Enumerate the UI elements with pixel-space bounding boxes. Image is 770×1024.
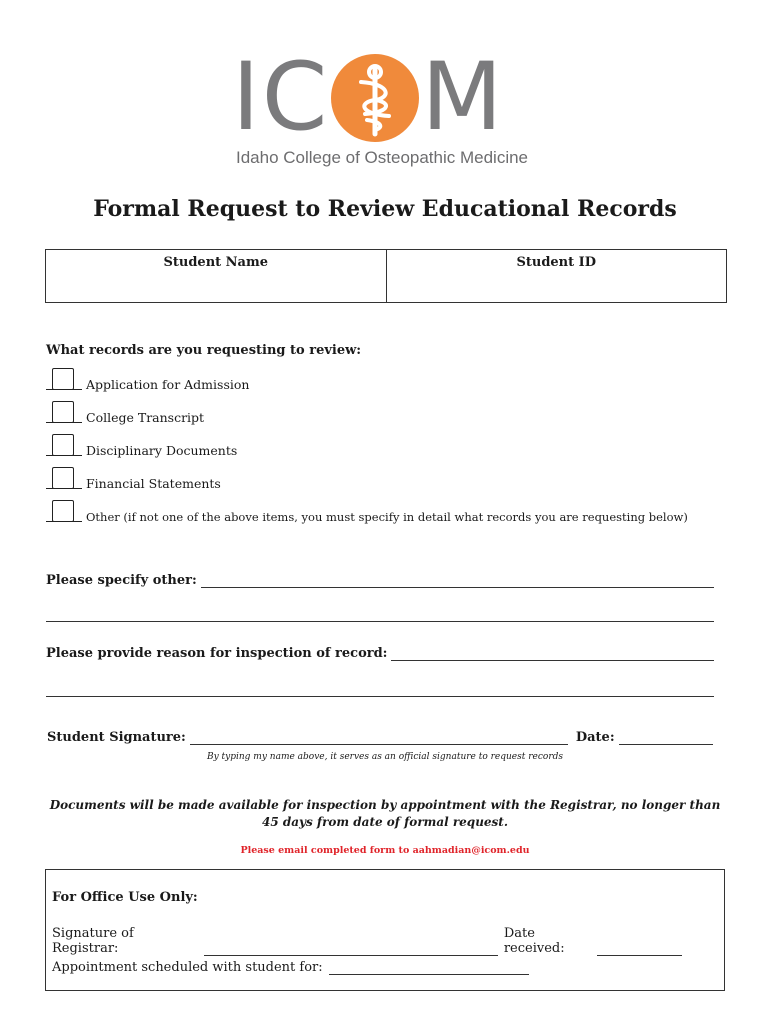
option-label: College Transcript bbox=[86, 410, 205, 425]
signature-row bbox=[47, 730, 713, 745]
student-info-table bbox=[45, 249, 727, 303]
signature-note: By typing my name above, it serves as an official signature to request records bbox=[206, 752, 563, 762]
registrar-signature-input[interactable] bbox=[204, 941, 498, 956]
date-input[interactable] bbox=[619, 730, 713, 745]
reason-input[interactable] bbox=[391, 646, 714, 661]
application-checkbox[interactable] bbox=[52, 368, 74, 390]
transcript-checkbox[interactable] bbox=[52, 401, 74, 423]
specify-other-input-line2[interactable] bbox=[46, 607, 714, 622]
option-label: Application for Admission bbox=[86, 377, 250, 392]
student-signature-label: Student Signature: bbox=[47, 730, 186, 745]
specify-other-row bbox=[46, 573, 714, 588]
logo-letter-i: I bbox=[232, 43, 262, 152]
logo-letter-c: C bbox=[261, 43, 330, 152]
specify-other-label: Please specify other: bbox=[46, 573, 197, 588]
registrar-signature-label: Signature of Registrar: bbox=[52, 926, 134, 956]
reason-row bbox=[46, 646, 714, 661]
option-transcript bbox=[46, 397, 204, 423]
option-label: Other (if not one of the above items, you must specify in detail what records you are requesting below) bbox=[86, 510, 688, 524]
student-name-label: Student Name bbox=[163, 255, 269, 270]
office-use-box bbox=[45, 869, 725, 991]
student-signature-input[interactable] bbox=[190, 730, 568, 745]
icom-logo bbox=[232, 43, 542, 172]
records-question: What records are you requesting to review: bbox=[46, 343, 362, 358]
email-instruction: Please email completed form to aahmadian@icom.edu bbox=[240, 845, 530, 856]
option-disciplinary bbox=[46, 430, 237, 456]
student-id-field[interactable] bbox=[386, 250, 727, 302]
registrar-row bbox=[52, 926, 682, 956]
other-checkbox[interactable] bbox=[52, 500, 74, 522]
option-application bbox=[46, 364, 249, 390]
specify-other-input[interactable] bbox=[201, 573, 714, 588]
option-label: Disciplinary Documents bbox=[86, 443, 238, 458]
option-financial bbox=[46, 463, 221, 489]
reason-input-line2[interactable] bbox=[46, 682, 714, 697]
appointment-input[interactable] bbox=[329, 960, 529, 975]
appointment-label: Appointment scheduled with student for: bbox=[52, 960, 323, 975]
date-received-label: Date received: bbox=[503, 926, 565, 956]
caduceus-icon bbox=[331, 54, 419, 142]
reason-label: Please provide reason for inspection of record: bbox=[46, 646, 388, 661]
appointment-row bbox=[52, 960, 529, 975]
form-title: Formal Request to Review Educational Records bbox=[93, 196, 677, 222]
logo-letter-m: M bbox=[421, 43, 505, 152]
option-other bbox=[46, 496, 688, 522]
option-label: Financial Statements bbox=[86, 476, 221, 491]
office-use-title: For Office Use Only: bbox=[52, 890, 198, 905]
student-id-label: Student ID bbox=[516, 255, 597, 270]
logo-subtitle: Idaho College of Osteopathic Medicine bbox=[236, 148, 529, 167]
inspection-notice: Documents will be made available for inspection by appointment with the Registrar, no longer than 45 days from date of formal request. bbox=[49, 798, 721, 829]
date-label: Date: bbox=[575, 730, 615, 745]
disciplinary-checkbox[interactable] bbox=[52, 434, 74, 456]
financial-checkbox[interactable] bbox=[52, 467, 74, 489]
student-name-field[interactable] bbox=[46, 250, 386, 302]
logo-letters bbox=[232, 43, 505, 152]
date-received-input[interactable] bbox=[597, 941, 682, 956]
